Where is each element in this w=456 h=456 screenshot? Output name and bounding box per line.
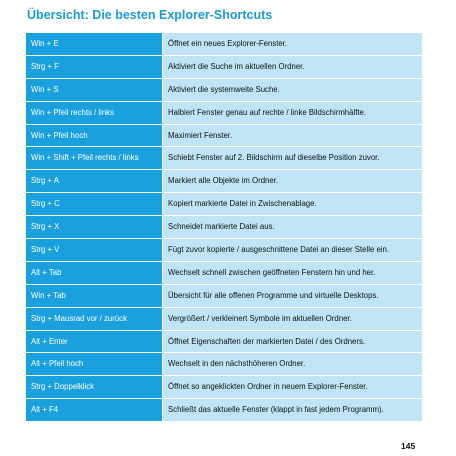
table-row — [26, 147, 422, 170]
shortcut-key: Alt + Tab — [26, 262, 162, 285]
shortcut-key: Strg + A — [26, 170, 162, 193]
shortcut-description: Schiebt Fenster auf 2. Bildschirm auf dieselbe Position zuvor. — [162, 147, 422, 170]
shortcut-key: Win + Pfeil rechts / links — [26, 102, 162, 125]
shortcut-description: Halbiert Fenster genau auf rechte / linke Bildschirmhälfte. — [162, 102, 422, 125]
shortcut-key: Win + Tab — [26, 285, 162, 308]
section-heading: Übersicht: Die besten Explorer-Shortcuts — [27, 8, 273, 22]
shortcuts-table — [26, 33, 422, 422]
shortcut-description: Markiert alle Objekte im Ordner. — [162, 170, 422, 193]
page-number: 145 — [401, 441, 416, 451]
shortcut-key: Strg + F — [26, 56, 162, 79]
shortcut-description: Wechselt in den nächsthöheren Ordner. — [162, 353, 422, 376]
shortcut-key: Alt + Enter — [26, 331, 162, 354]
shortcut-description: Wechselt schnell zwischen geöffneten Fenstern hin und her. — [162, 262, 422, 285]
shortcut-key: Strg + C — [26, 193, 162, 216]
shortcut-description: Aktiviert die systemweite Suche. — [162, 79, 422, 102]
shortcut-key: Alt + F4 — [26, 399, 162, 422]
table-row — [26, 285, 422, 308]
shortcut-key: Win + Pfeil hoch — [26, 125, 162, 148]
shortcut-key: Strg + Mausrad vor / zurück — [26, 308, 162, 331]
shortcut-description: Schließt das aktuelle Fenster (klappt in fast jedem Programm). — [162, 399, 422, 422]
table-row — [26, 79, 422, 102]
table-row — [26, 399, 422, 422]
table-row — [26, 308, 422, 331]
shortcut-description: Übersicht für alle offenen Programme und virtuelle Desktops. — [162, 285, 422, 308]
table-row — [26, 170, 422, 193]
shortcut-description: Kopiert markierte Datei in Zwischenablage. — [162, 193, 422, 216]
table-row — [26, 331, 422, 354]
shortcut-key: Strg + Doppelklick — [26, 376, 162, 399]
table-row — [26, 262, 422, 285]
table-row — [26, 102, 422, 125]
table-row — [26, 56, 422, 79]
shortcut-description: Aktiviert die Suche im aktuellen Ordner. — [162, 56, 422, 79]
shortcut-key: Win + Shift + Pfeil rechts / links — [26, 147, 162, 170]
table-row — [26, 216, 422, 239]
shortcut-description: Vergrößert / verkleinert Symbole im aktuellen Ordner. — [162, 308, 422, 331]
shortcut-key: Strg + X — [26, 216, 162, 239]
shortcut-description: Öffnet ein neues Explorer-Fenster. — [162, 33, 422, 56]
shortcut-description: Fügt zuvor kopierte / ausgeschnittene Datei an dieser Stelle ein. — [162, 239, 422, 262]
shortcut-key: Alt + Pfeil hoch — [26, 353, 162, 376]
table-row — [26, 33, 422, 56]
table-row — [26, 125, 422, 148]
shortcut-description: Maximiert Fenster. — [162, 125, 422, 148]
shortcut-description: Schneidet markierte Datei aus. — [162, 216, 422, 239]
shortcut-description: Öffnet so angeklickten Ordner in neuem Explorer-Fenster. — [162, 376, 422, 399]
shortcut-description: Öffnet Eigenschaften der markierten Datei / des Ordners. — [162, 331, 422, 354]
shortcut-key: Win + E — [26, 33, 162, 56]
table-row — [26, 353, 422, 376]
table-row — [26, 193, 422, 216]
table-row — [26, 376, 422, 399]
table-row — [26, 239, 422, 262]
shortcut-key: Win + S — [26, 79, 162, 102]
shortcut-key: Strg + V — [26, 239, 162, 262]
